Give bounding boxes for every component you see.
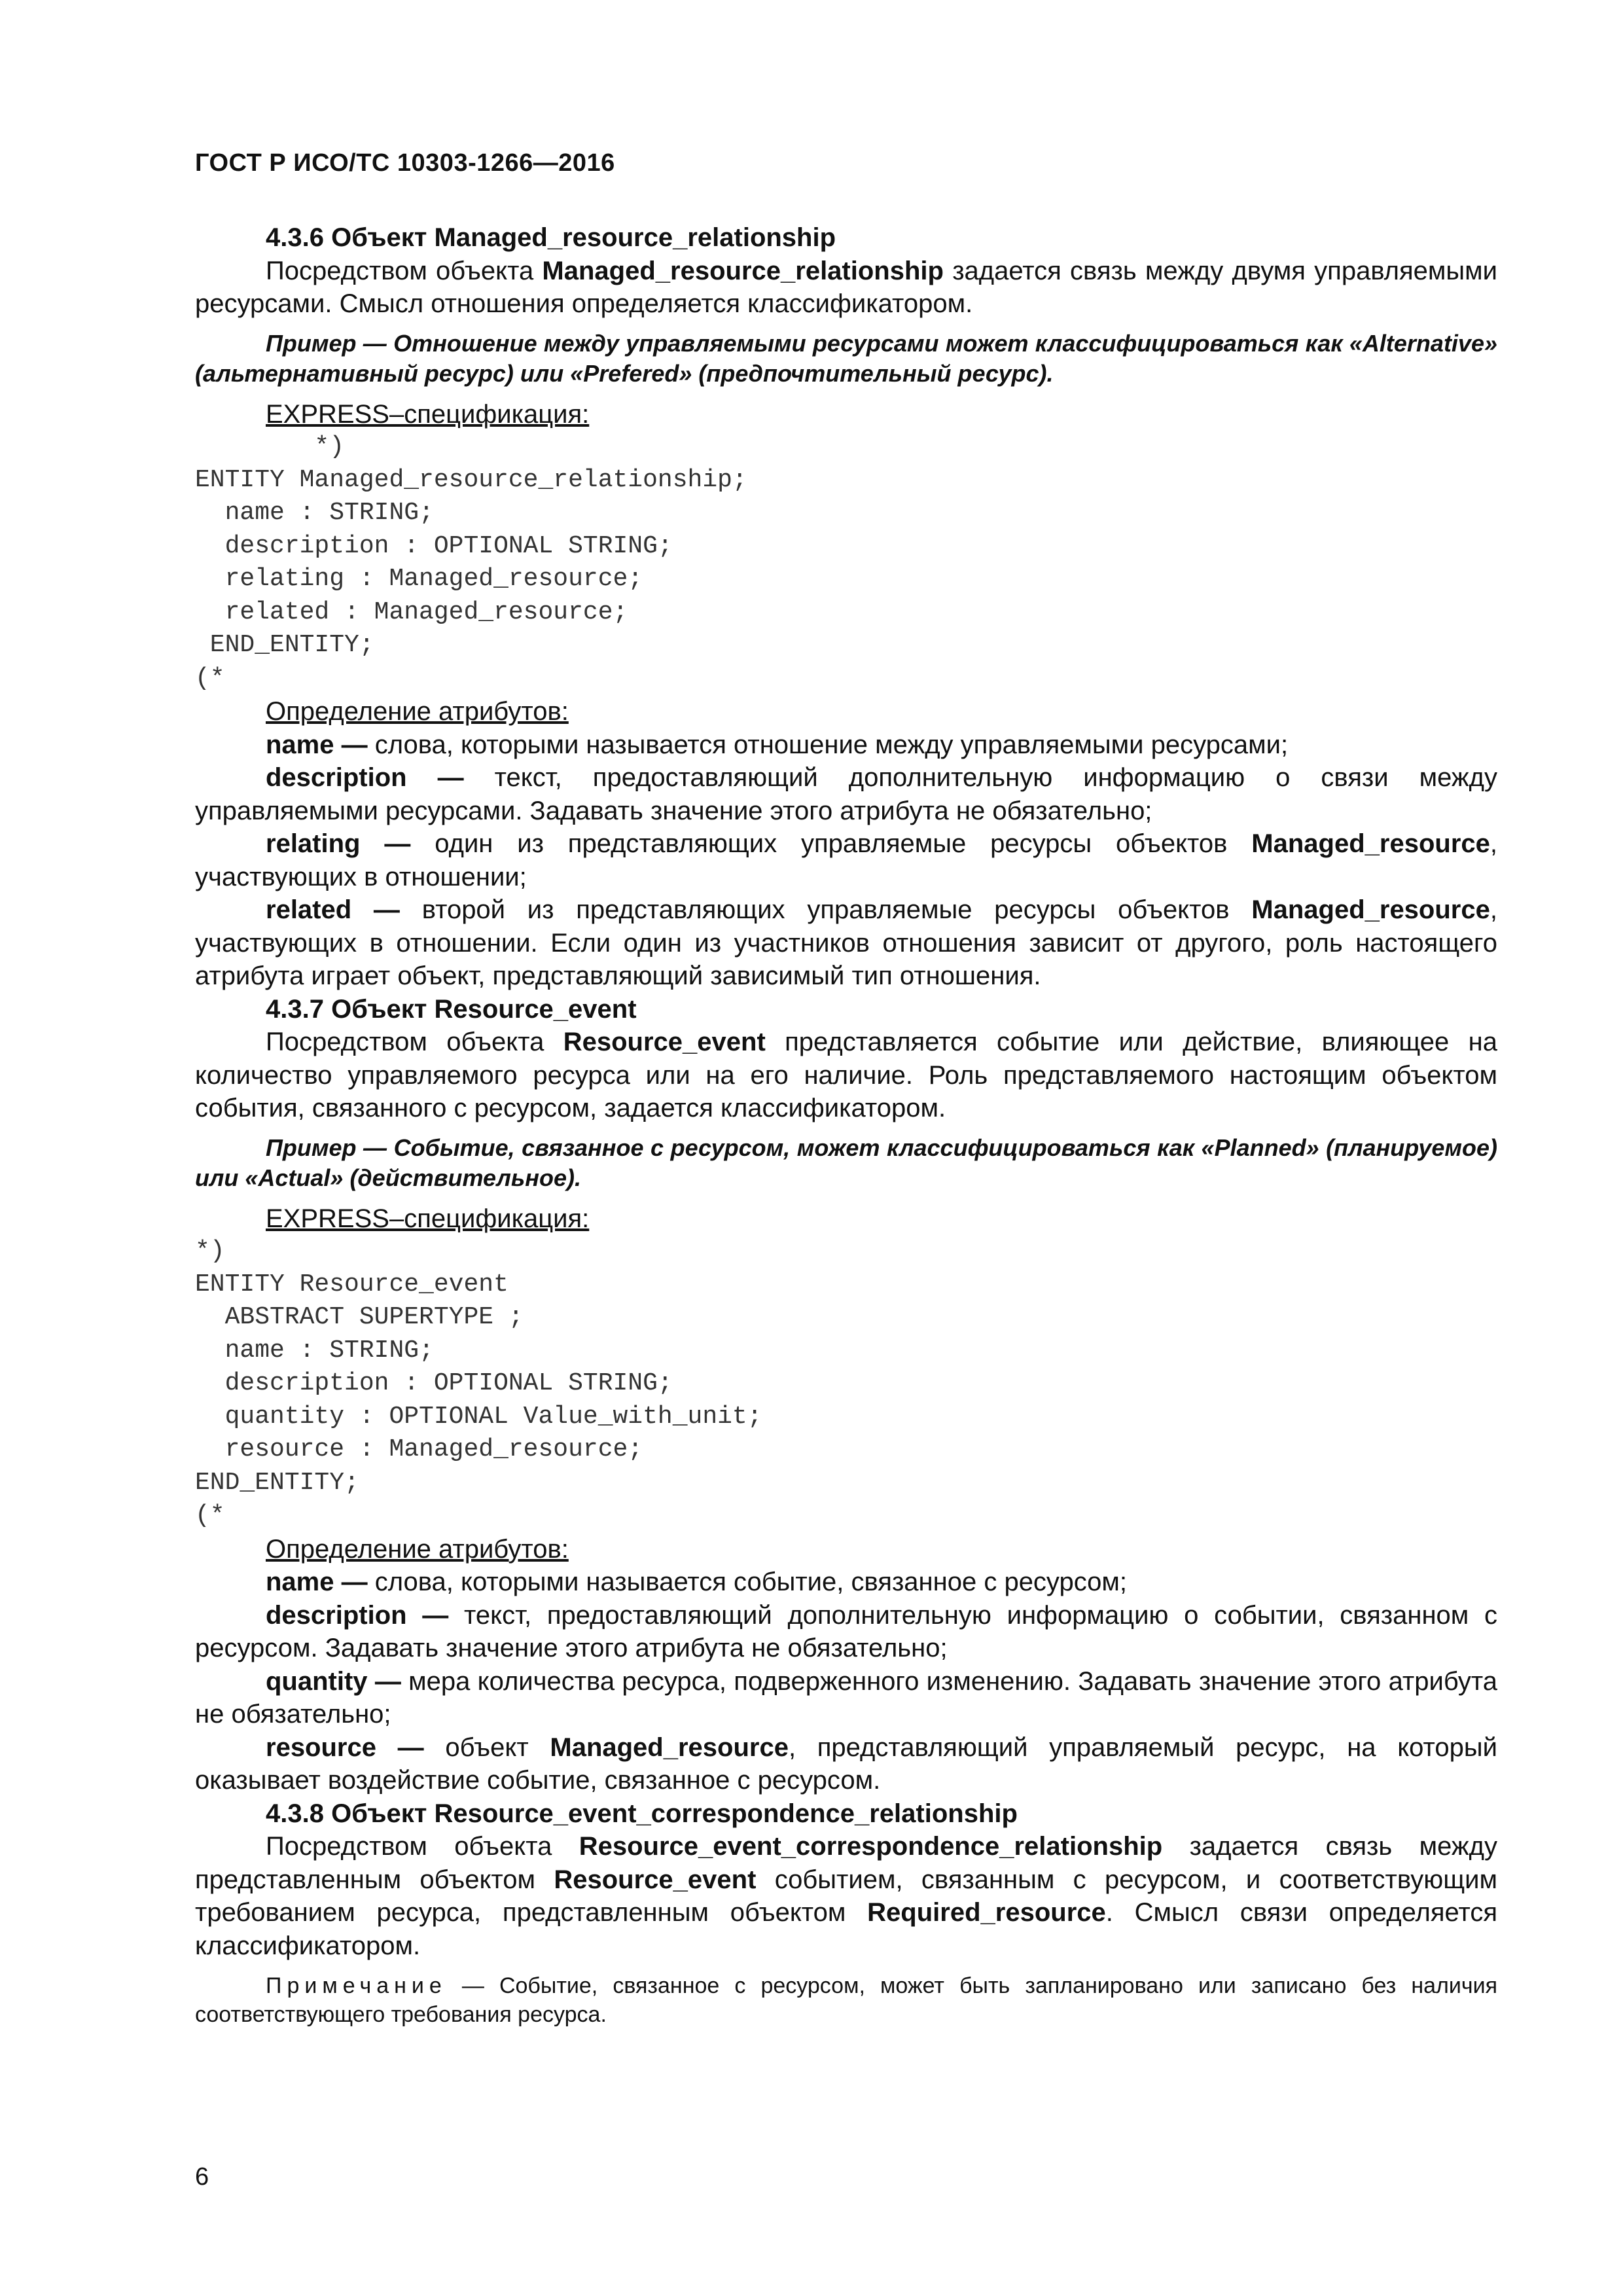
attribute-definition-quantity: quantity — мера количества ресурса, подверженного изменению. Задавать значение этого атрибута не обязательно;: [195, 1666, 1497, 1729]
page-content: [195, 221, 1497, 2029]
section-intro-4-3-7: Посредством объекта Resource_event представляется событие или действие, влияющее на количество управляемого ресурса или на его наличие. Роль представляемого настоящим объектом события, связанного с ресурсом, задается классификатором.: [195, 1028, 1497, 1122]
attribute-definition-relating: relating — один из представляющих управляемые ресурсы объектов Managed_resource, участвующих в отношении;: [195, 829, 1497, 891]
attribute-definition-description: description — текст, предоставляющий дополнительную информацию о связи между управляемыми ресурсами. Задавать значение этого атрибута не обязательно;: [195, 763, 1497, 825]
example-4-3-7: Пример — Событие, связанное с ресурсом, может классифицироваться как «Planned» (планируемое) или «Actual» (действительное).: [195, 1134, 1497, 1191]
section-heading-4-3-6: 4.3.6 Объект Managed_resource_relationship: [266, 223, 836, 252]
section-intro-4-3-8: Посредством объекта Resource_event_correspondence_relationship задается связь между представленным объектом Resource_event событием, связанным с ресурсом, и соответствующим требованием ресурса, представленным объектом Required_resource. Смысл связи определяется классификатором.: [195, 1832, 1497, 1960]
express-spec-label: EXPRESS–спецификация:: [266, 399, 590, 429]
entity-name: Managed_resource_relationship: [542, 256, 944, 285]
express-code-block: *) ENTITY Resource_event ABSTRACT SUPERTYPE ; name : STRING; description : OPTIONAL STRING; quantity : OPTIONAL Value_with_unit; resource : Managed_resource; END_ENTITY; (*: [195, 1237, 762, 1530]
example-4-3-6: Пример — Отношение между управляемыми ресурсами может классифицироваться как «Alternative» (альтернативный ресурс) или «Prefered» (предпочтительный ресурс).: [195, 329, 1497, 387]
attribute-definition-name: name — слова, которыми называется отношение между управляемыми ресурсами;: [266, 730, 1289, 759]
note-label: Примечание: [266, 1973, 447, 1998]
attribute-definition-resource: resource — объект Managed_resource, представляющий управляемый ресурс, на который оказывает воздействие событие, связанное с ресурсом.: [195, 1732, 1497, 1795]
section-heading-4-3-8: 4.3.8 Объект Resource_event_correspondence_relationship: [266, 1799, 1018, 1828]
standard-header: ГОСТ Р ИСО/ТС 10303-1266—2016: [195, 149, 615, 177]
entity-name: Resource_event: [563, 1028, 766, 1056]
note-4-3-8: Примечание — Событие, связанное с ресурсом, может быть запланировано или записано без наличия соответствующего требования ресурса.: [195, 1973, 1497, 2027]
express-code-block: *) ENTITY Managed_resource_relationship; name : STRING; description : OPTIONAL STRING; relating : Managed_resource; related : Managed_resource; END_ENTITY; (*: [195, 433, 747, 692]
attribute-definition-description: description — текст, предоставляющий дополнительную информацию о событии, связанном с ресурсом. Задавать значение этого атрибута не обязательно;: [195, 1600, 1498, 1662]
section-intro-4-3-6: Посредством объекта Managed_resource_relationship задается связь между двумя управляемыми ресурсами. Смысл отношения определяется классификатором.: [195, 256, 1498, 318]
attribute-definitions-label: Определение атрибутов:: [266, 697, 569, 726]
express-spec-label: EXPRESS–спецификация:: [266, 1204, 590, 1233]
attribute-definition-related: related — второй из представляющих управляемые ресурсы объектов Managed_resource, участвующих в отношении. Если один из участников отношения зависит от другого, роль настоящего атрибута играет объект, представляющий зависимый тип отношения.: [195, 895, 1497, 990]
page-number: 6: [195, 2163, 209, 2191]
section-heading-4-3-7: 4.3.7 Объект Resource_event: [266, 994, 637, 1024]
attribute-definition-name: name — слова, которыми называется событие, связанное с ресурсом;: [266, 1568, 1128, 1596]
attribute-definitions-label: Определение атрибутов:: [266, 1534, 569, 1564]
